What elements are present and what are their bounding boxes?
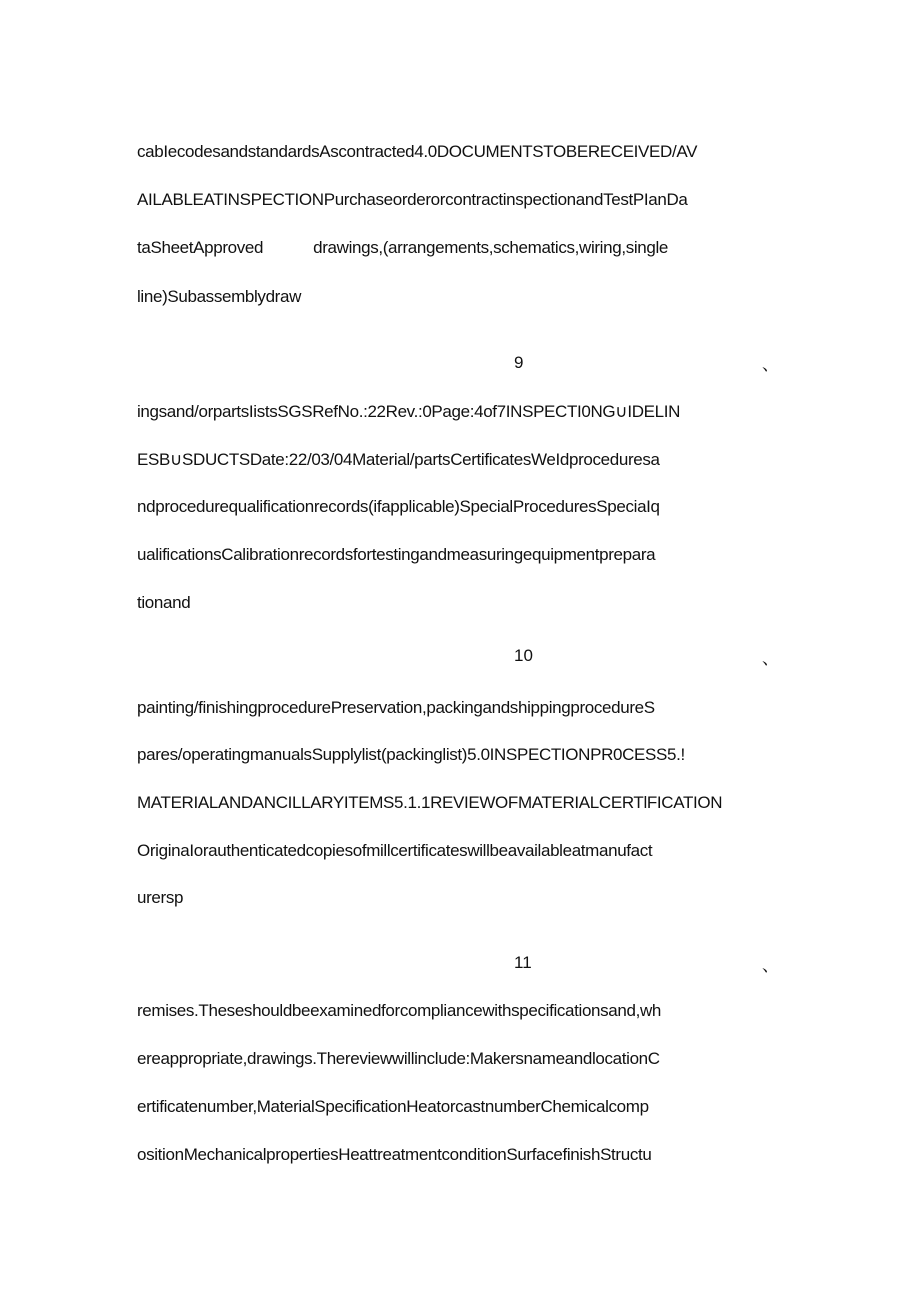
text-line: MATERIALANDANCILLARYITEMS5.1.1REVIEWOFMATERIALCERTlFICATION bbox=[137, 793, 723, 812]
page-number: 9 bbox=[514, 353, 524, 372]
text-fragment: taSheetApproved bbox=[137, 238, 264, 257]
page-mark: 、 bbox=[762, 649, 779, 668]
text-line: OriginaIorauthenticatedcopiesofmillcertificateswillbeavailableatmanufact bbox=[137, 841, 653, 860]
text-line: ndprocedurequalificationrecords(ifapplicable)SpecialProceduresSpeciaIq bbox=[137, 497, 660, 516]
text-line: cabIecodesandstandardsAscontracted4.0DOCUMENTSTOBERECEIVED/AV bbox=[137, 142, 698, 161]
text-line: tionand bbox=[137, 593, 191, 612]
text-line: remises.Theseshouldbeexaminedforcompliancewithspecificationsand,wh bbox=[137, 1001, 662, 1020]
text-line bbox=[137, 237, 797, 259]
text-fragment: drawings,(arrangements,schematics,wiring,single bbox=[313, 238, 669, 257]
text-line: ositionMechanicalpropertiesHeattreatmentconditionSurfacefinishStructu bbox=[137, 1145, 652, 1164]
text-line: ualificationsCalibrationrecordsfortestingandmeasuringequipmentprepara bbox=[137, 545, 656, 564]
page-mark: 、 bbox=[762, 956, 779, 975]
text-line: ertificatenumber,MaterialSpecificationHeatorcastnumberChemicalcomp bbox=[137, 1097, 649, 1116]
text-line: ereappropriate,drawings.Thereviewwillinclude:MakersnameandlocationC bbox=[137, 1049, 660, 1068]
text-line: urersp bbox=[137, 888, 184, 907]
text-line: AILABLEATINSPECTIONPurchaseorderorcontractinspectionandTestPIanDa bbox=[137, 190, 688, 209]
page-number: 10 bbox=[514, 646, 533, 665]
text-line: pares/operatingmanualsSupplylist(packinglist)5.0INSPECTIONPR0CESS5.! bbox=[137, 745, 685, 764]
text-line: painting/finishingprocedurePreservation,packingandshippingprocedureS bbox=[137, 698, 655, 717]
text-line: ingsand/orpartsIistsSGSRefNo.:22Rev.:0Page:4of7INSPECTI0NG∪IDELIN bbox=[137, 402, 681, 421]
text-line: ESB∪SDUCTSDate:22/03/04Material/partsCertificatesWeIdproceduresa bbox=[137, 450, 660, 469]
text-line: line)Subassemblydraw bbox=[137, 287, 302, 306]
page-number: 11 bbox=[514, 953, 532, 972]
page-mark: 、 bbox=[762, 355, 779, 374]
